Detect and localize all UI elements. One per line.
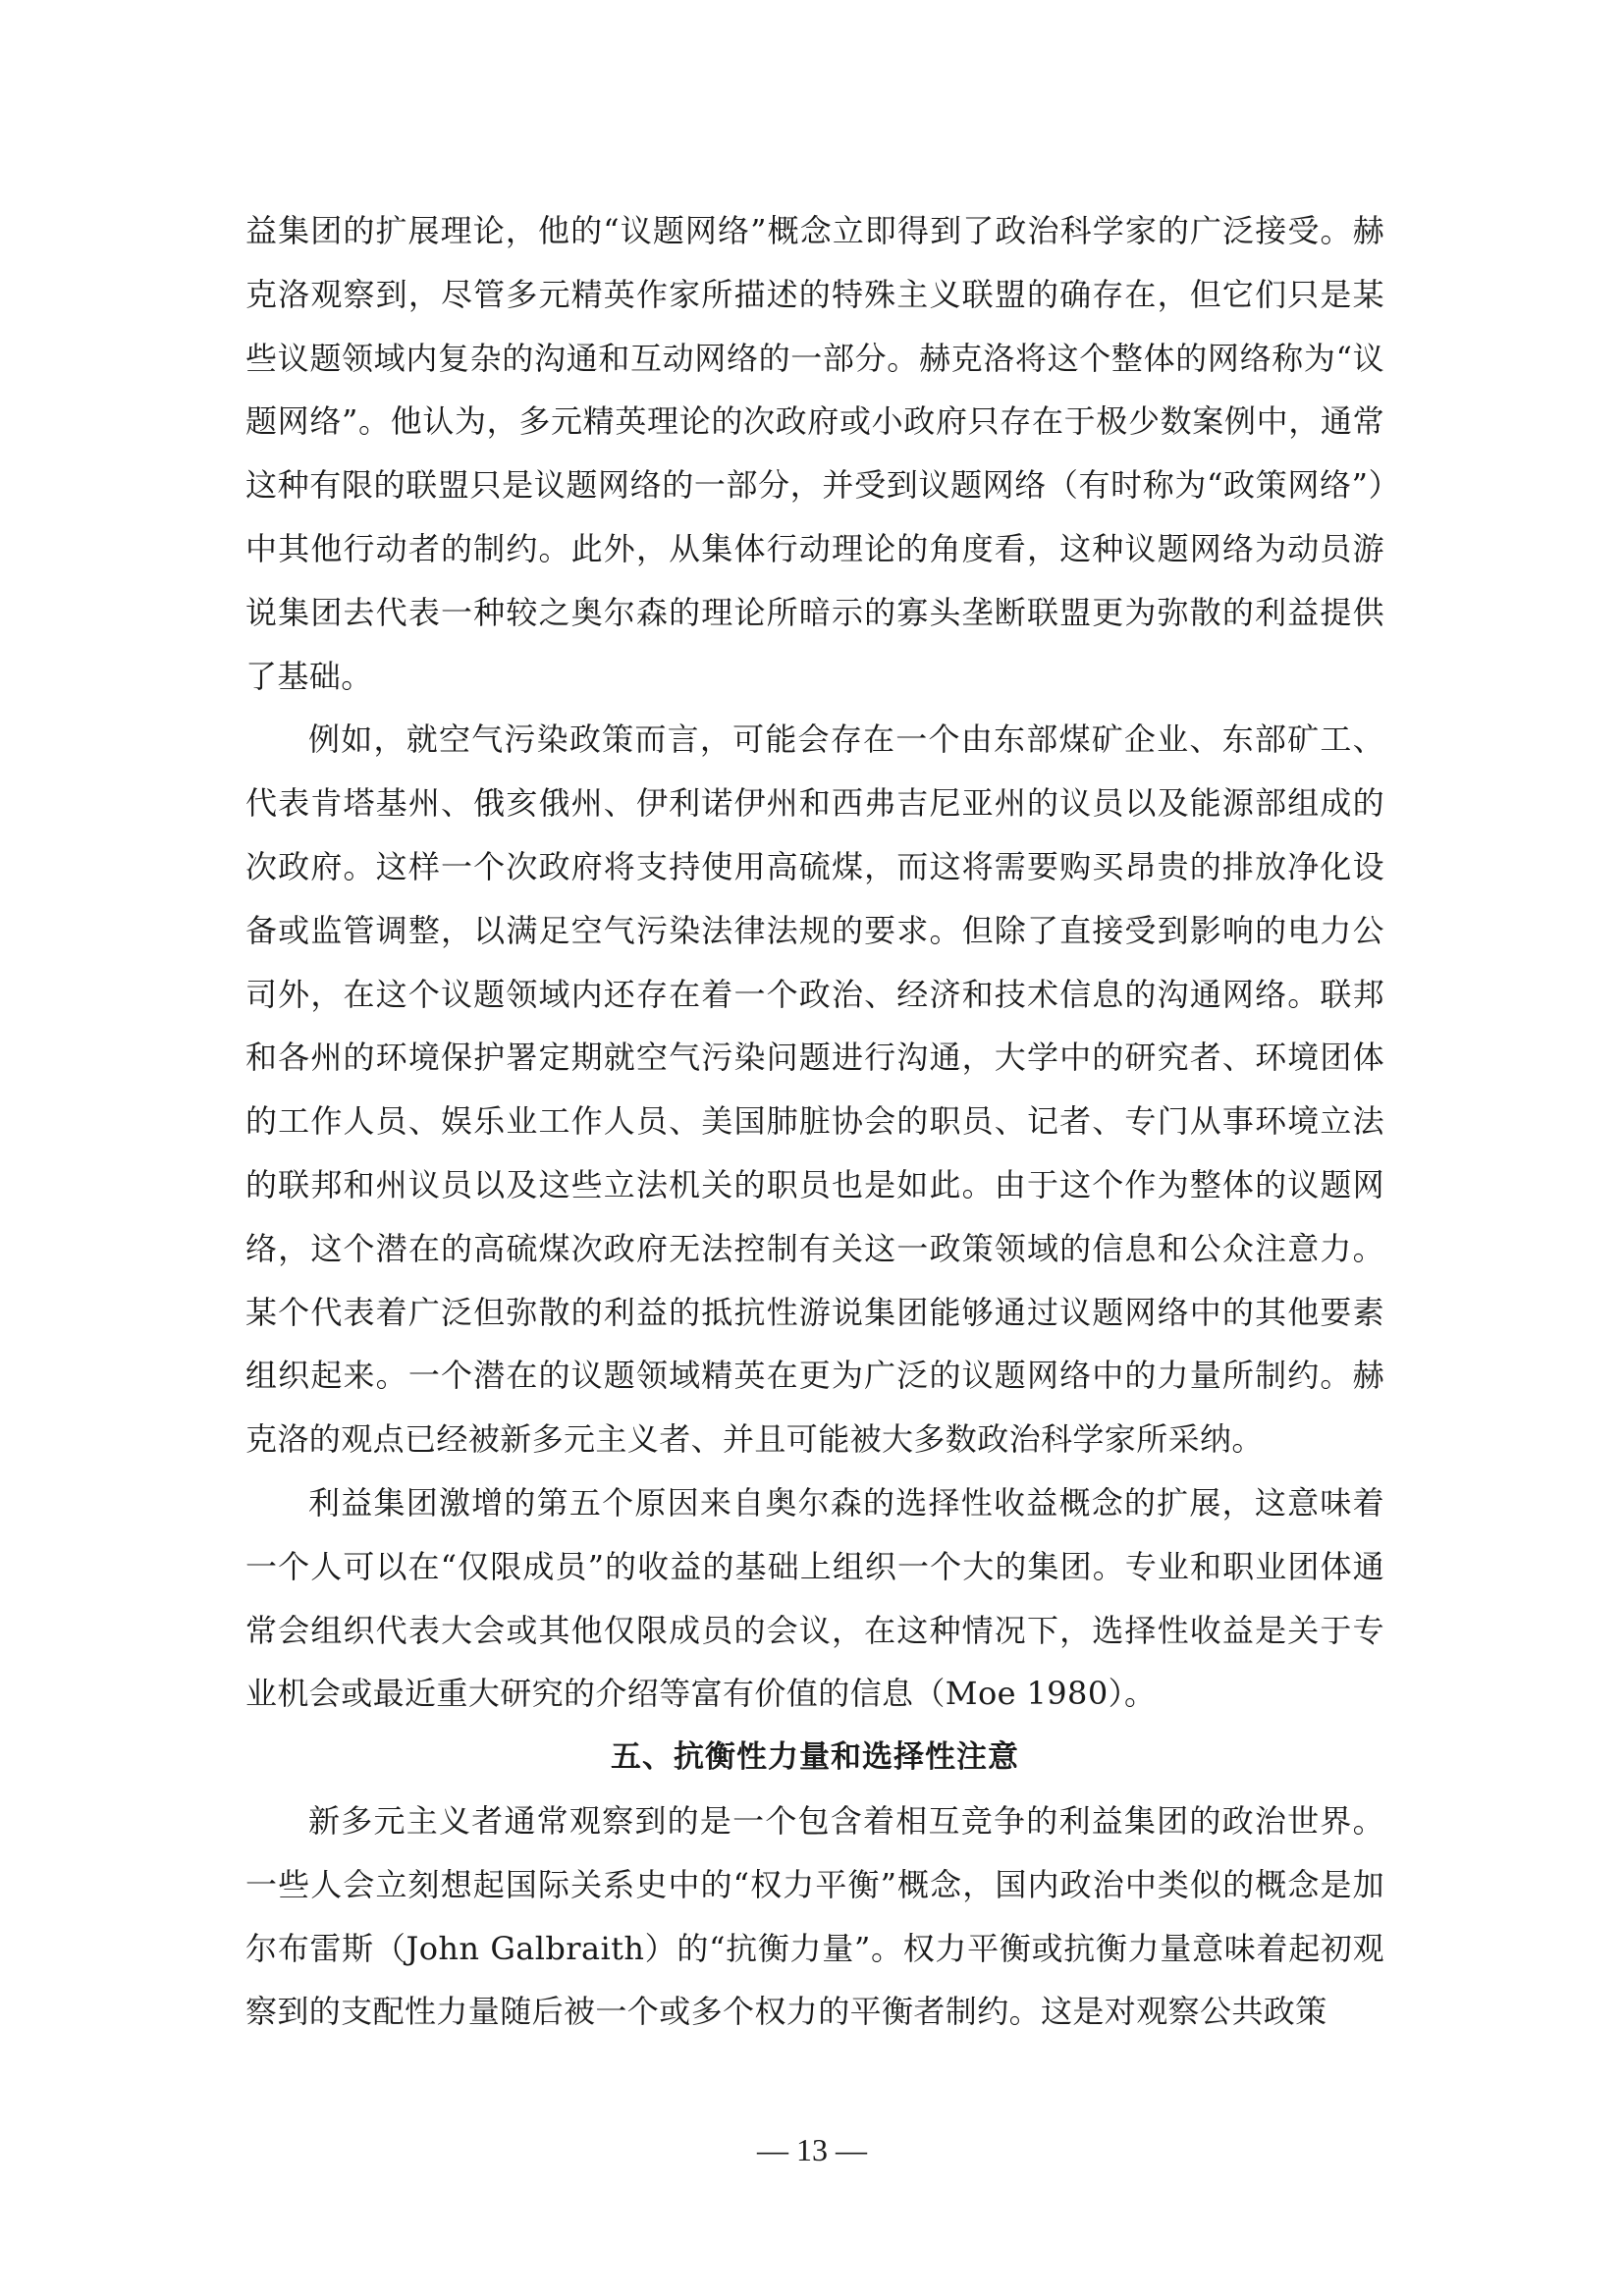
paragraph-continued: 益集团的扩展理论，他的“议题网络”概念立即得到了政治科学家的广泛接受。赫克洛观察到，尽管多元精英作家所描述的特殊主义联盟的确存在，但它们只是某些议题领域内复杂的沟通和互动网络的一部分。赫克洛将这个整体的网络称为“议题网络”。他认为，多元精英理论的次政府或小政府只存在于极少数案例中，通常这种有限的联盟只是议题网络的一部分，并受到议题网络（有时称为“政策网络”）中其他行动者的制约。此外，从集体行动理论的角度看，这种议题网络为动员游说集团去代表一种较之奥尔森的理论所暗示的寡头垄断联盟更为弥散的利益提供了基础。 xyxy=(245,212,1384,695)
body-text xyxy=(245,199,1384,2044)
paragraph-air-pollution-example: 例如，就空气污染政策而言，可能会存在一个由东部煤矿企业、东部矿工、代表肯塔基州、俄亥俄州、伊利诺伊州和西弗吉尼亚州的议员以及能源部组成的次政府。这样一个次政府将支持使用高硫煤，而这将需要购买昂贵的排放净化设备或监管调整，以满足空气污染法律法规的要求。但除了直接受到影响的电力公司外，在这个议题领域内还存在着一个政治、经济和技术信息的沟通网络。联邦和各州的环境保护署定期就空气污染问题进行沟通，大学中的研究者、环境团体的工作人员、娱乐业工作人员、美国肺脏协会的职员、记者、专门从事环境立法的联邦和州议员以及这些立法机关的职员也是如此。由于这个作为整体的议题网络，这个潜在的高硫煤次政府无法控制有关这一政策领域的信息和公众注意力。某个代表着广泛但弥散的利益的抵抗性游说集团能够通过议题网络中的其他要素组织起来。一个潜在的议题领域精英在更为广泛的议题网络中的力量所制约。赫克洛的观点已经被新多元主义者、并且可能被大多数政治科学家所采纳。 xyxy=(245,721,1384,1459)
section-heading: 五、抗衡性力量和选择性注意 xyxy=(611,1739,1019,1776)
paragraph-neopluralists: 新多元主义者通常观察到的是一个包含着相互竞争的利益集团的政治世界。一些人会立刻想起国际关系史中的“权力平衡”概念，国内政治中类似的概念是加尔布雷斯（John Galbraith）的“抗衡力量”。权力平衡或抗衡力量意味着起初观察到的支配性力量随后被一个或多个权力的平衡者制约。这是对观察公共政策 xyxy=(245,1801,1384,2031)
page-number: — 13 — xyxy=(757,2132,867,2167)
paragraph-fifth-reason: 利益集团激增的第五个原因来自奥尔森的选择性收益概念的扩展，这意味着一个人可以在“仅限成员”的收益的基础上组织一个大的集团。专业和职业团体通常会组织代表大会或其他仅限成员的会议，在这种情况下，选择性收益是关于专业机会或最近重大研究的介绍等富有价值的信息（Moe 1980）。 xyxy=(245,1483,1384,1713)
